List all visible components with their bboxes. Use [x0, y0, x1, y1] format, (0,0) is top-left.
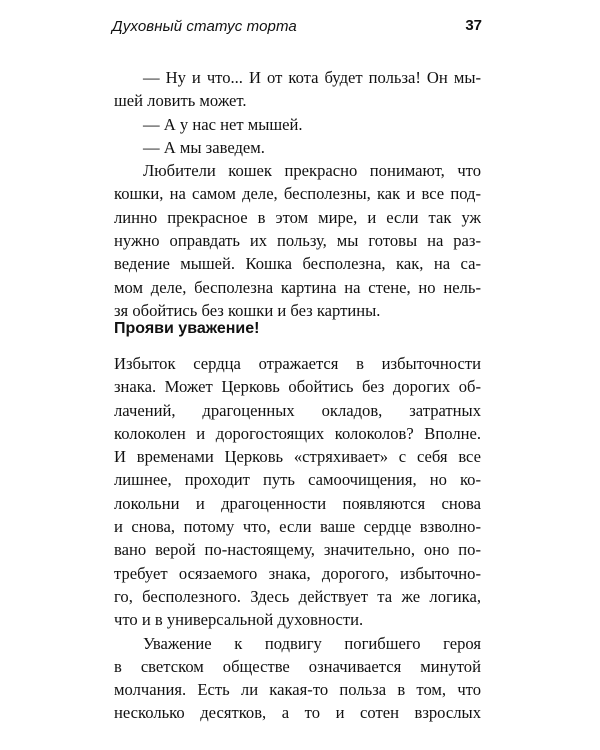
text-line: локольни и драгоценности появляются снова	[114, 493, 481, 513]
text-line: и снова, потому что, если ваше сердце взволно-	[114, 517, 481, 537]
text-line: лачений, драгоценных окладов, затратных	[114, 400, 481, 420]
text-block-respect	[114, 352, 481, 725]
text-line: — А мы заведем.	[143, 137, 265, 157]
text-line: нужно оправдать их пользу, мы готовы на раз-	[114, 231, 481, 251]
text-line: Уважение к подвигу погибшего героя	[143, 633, 481, 653]
text-line: молчания. Есть ли какая-то польза в том, что	[114, 680, 481, 700]
text-line: — Ну и что... И от кота будет польза! Он мы-	[143, 68, 481, 87]
text-line: знака. Может Церковь обойтись без дорогих об-	[114, 377, 481, 397]
text-line: несколько десятков, а то и сотен взрослых	[114, 703, 481, 723]
text-line: что и в универсальной духовности.	[114, 610, 364, 630]
text-line: мом деле, бесполезна картина на стене, но нель-	[114, 277, 481, 297]
text-line: линно прекрасное в этом мире, и если так уж	[114, 207, 481, 227]
text-line: зя обойтись без кошки и без картины.	[114, 300, 381, 320]
text-line: колоколен и дорогостоящих колоколов? Вполне.	[114, 423, 481, 443]
text-line: ведение мышей. Кошка бесполезна, как, на са-	[114, 254, 481, 274]
text-line: Избыток сердца отражается в избыточности	[114, 354, 481, 373]
text-line: И временами Церковь «стряхивает» с себя все	[114, 447, 481, 467]
running-head-title: Духовный статус торта	[112, 18, 297, 35]
text-line: лишнее, проходит путь самоочищения, но ко-	[114, 470, 481, 490]
text-line: — А у нас нет мышей.	[143, 114, 303, 134]
text-block-cats	[114, 66, 481, 322]
text-line: требует осязаемого знака, дорогого, избыточно-	[114, 563, 481, 583]
text-line: вано верой по-настоящему, значительно, оно по-	[114, 540, 481, 560]
section-heading: Прояви уважение!	[114, 320, 260, 337]
text-line: Любители кошек прекрасно понимают, что	[143, 161, 481, 181]
text-line: шей ловить может.	[114, 91, 247, 111]
text-line: кошки, на самом деле, бесполезны, как и все под-	[114, 184, 481, 204]
text-line: го, бесполезного. Здесь действует та же логика,	[114, 586, 481, 606]
text-line: в светском обществе означивается минутой	[114, 656, 481, 676]
page-number: 37	[465, 17, 482, 34]
